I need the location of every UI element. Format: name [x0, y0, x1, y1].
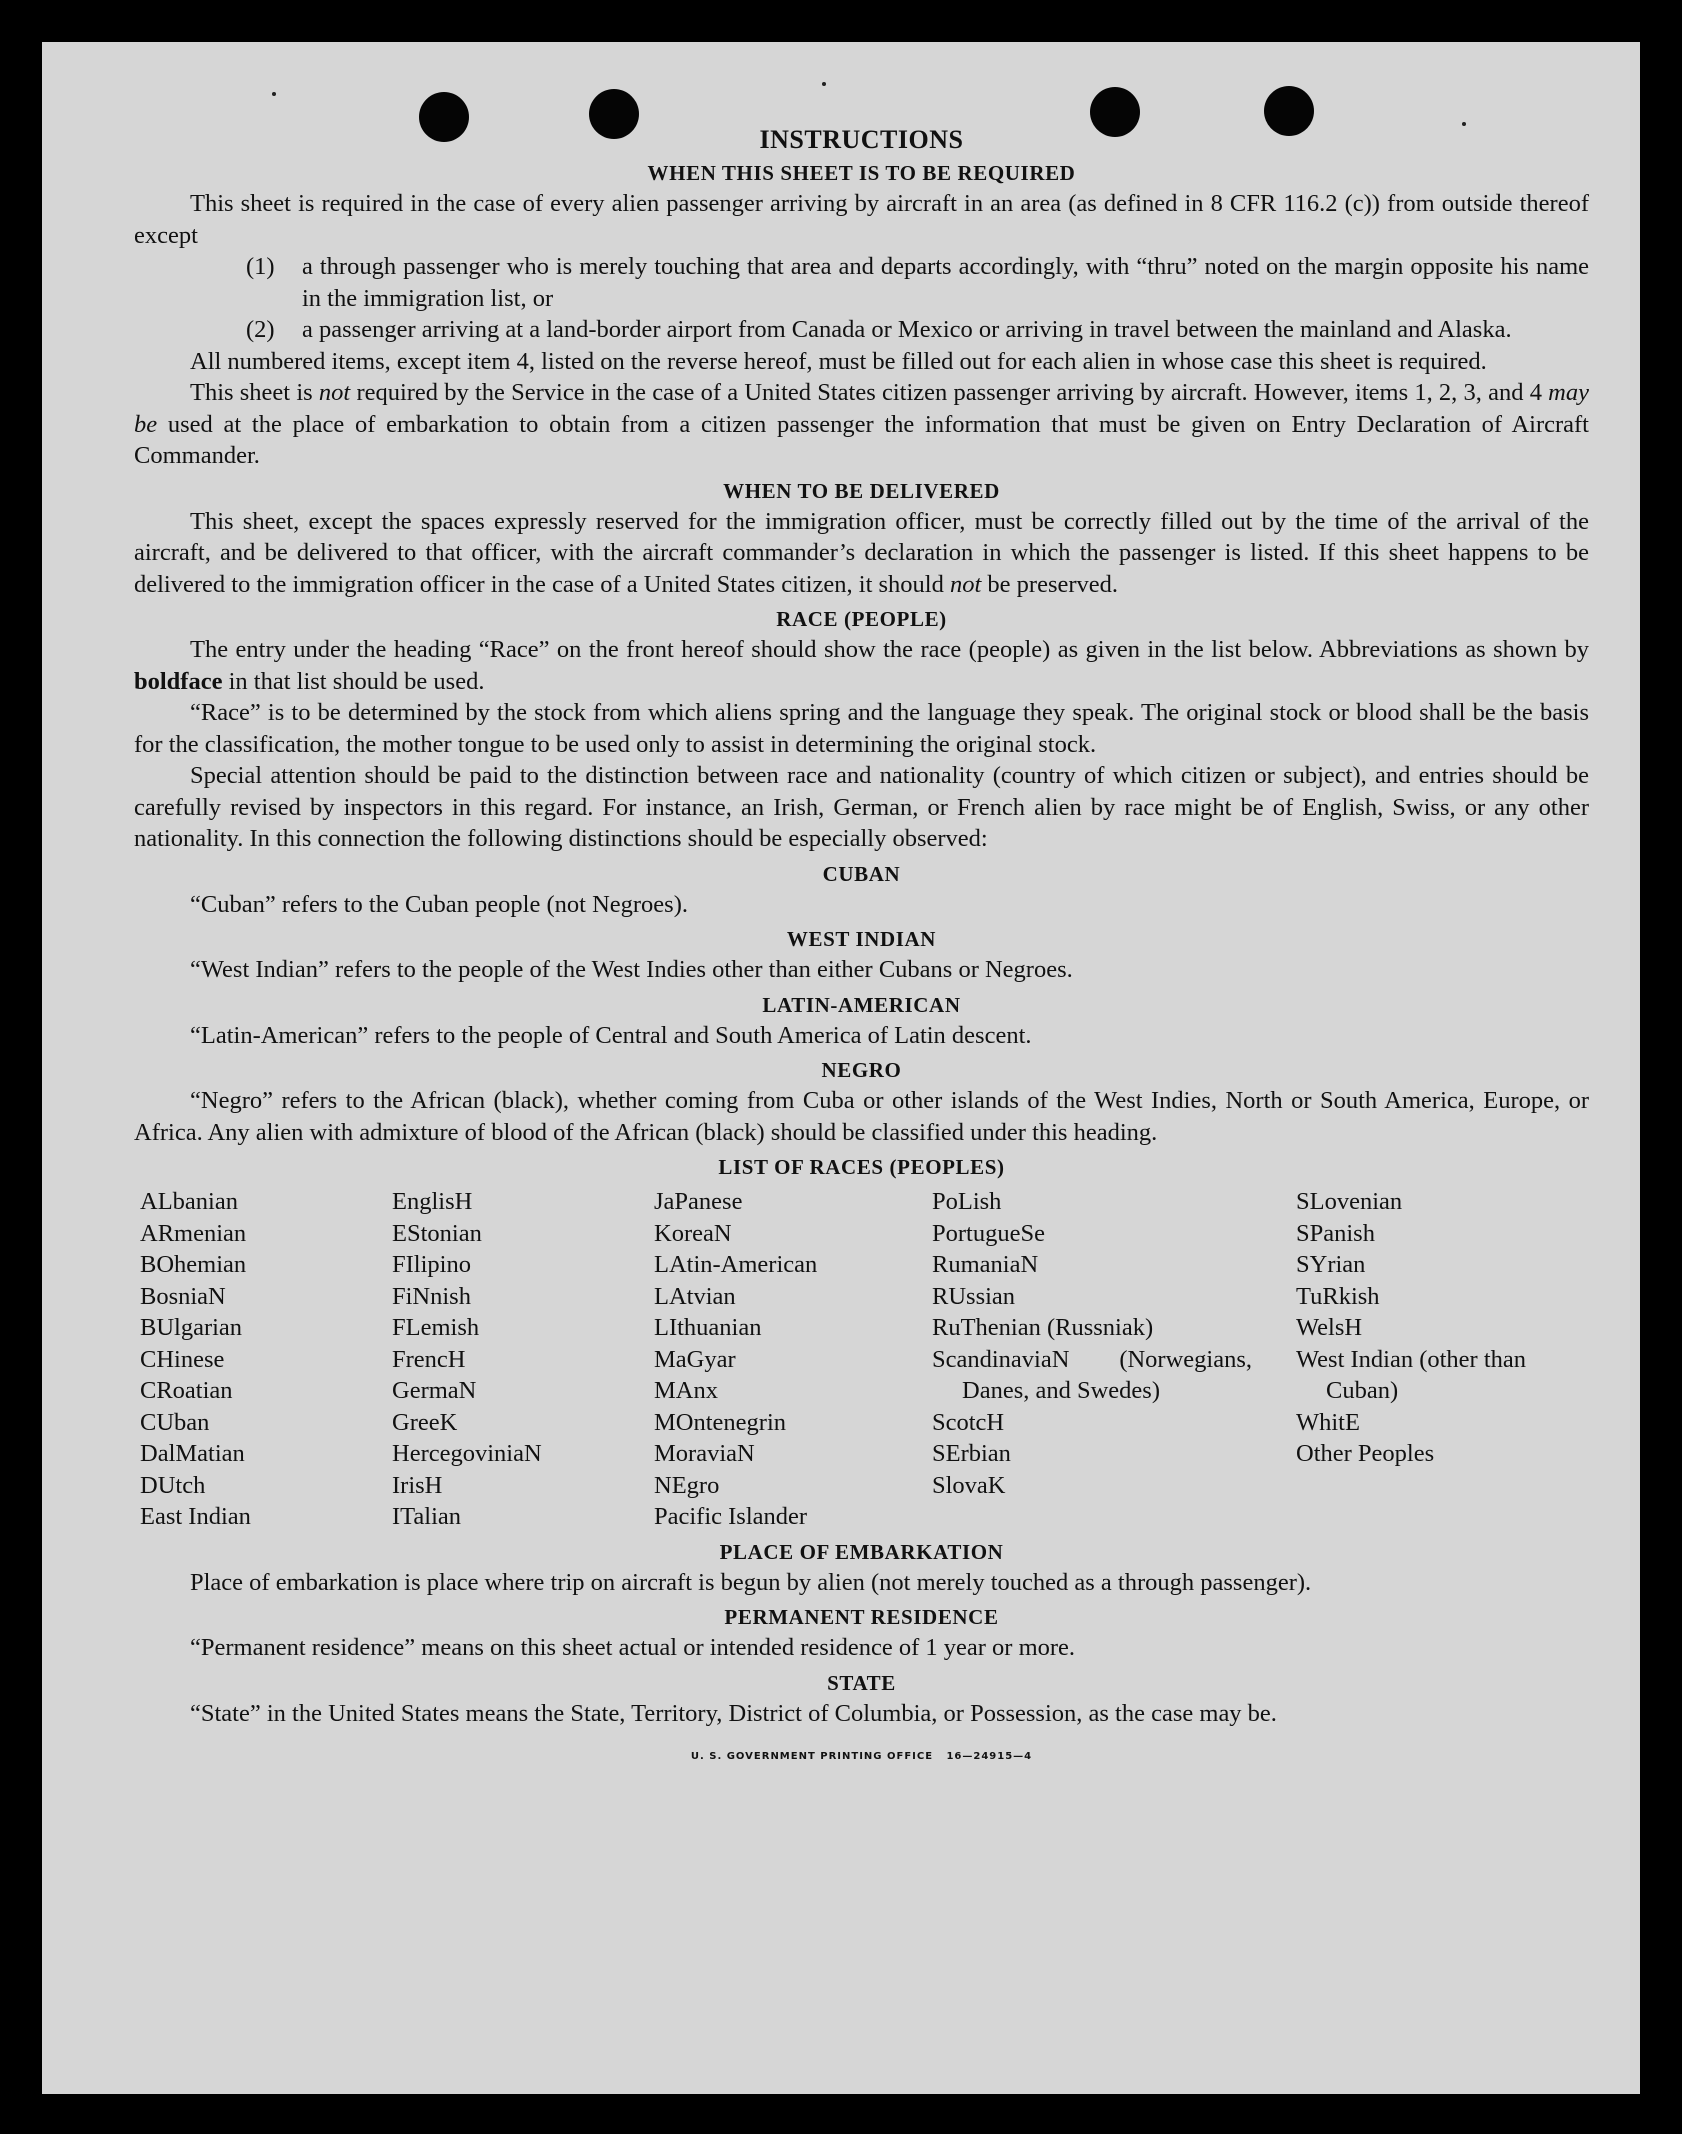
speck-mark — [822, 82, 826, 86]
race-item: EnglisH — [392, 1188, 473, 1215]
race-item: GreeK — [392, 1408, 458, 1436]
section-heading: PLACE OF EMBARKATION — [719, 1539, 1004, 1564]
race-item: CHinese — [140, 1345, 225, 1373]
race-item: CUban — [140, 1408, 210, 1436]
race-item: HercegoviniaN — [392, 1440, 542, 1467]
document-sheet — [42, 42, 1640, 2094]
text-run: This sheet, except the spaces expressly reserved for the immigration officer, must be correctly filled out by the time of the arrival of the aircraft, and be delivered to that officer, with the aircraft commander’s declaration in which the passenger is listed. If this sheet happens to be delivered to the immigration officer in the case of a United States citizen, it should — [134, 507, 1589, 598]
race-item: EStonian — [392, 1219, 482, 1247]
race-item: SLovenian — [1296, 1188, 1403, 1215]
emphasis: may be — [134, 379, 1589, 438]
race-item: BosniaN — [140, 1282, 226, 1310]
section-heading: WHEN TO BE DELIVERED — [723, 478, 1000, 503]
emphasis: not — [949, 570, 982, 598]
race-item: ScandinaviaN (Norwegians, Danes, and Swedes) — [932, 1345, 1252, 1404]
race-item: CRoatian — [140, 1377, 233, 1404]
paragraph — [134, 377, 1589, 472]
item-text: a passenger arriving at a land-border airport from Canada or Mexico or arriving in travel between the mainland and Alaska. — [302, 316, 1512, 343]
race-item: WelsH — [1296, 1314, 1363, 1341]
race-list — [140, 1186, 1589, 1533]
section-heading: NEGRO — [821, 1058, 902, 1082]
speck-mark — [272, 92, 276, 96]
bold-text: boldface — [134, 667, 223, 695]
race-item: SlovaK — [932, 1471, 1006, 1499]
paragraph: “Negro” refers to the African (black), whether coming from Cuba or other islands of the West Indies, North or South America, Europe, or Africa. Any alien with admixture of blood of the African (black) should be classified under this heading. — [134, 1087, 1589, 1146]
paragraph: This sheet is required in the case of every alien passenger arriving by aircraft in an area (as defined in 8 CFR 116.2 (c)) from outside thereof except — [134, 190, 1589, 249]
paragraph: “State” in the United States means the State, Territory, District of Columbia, or Possession, as the case may be. — [190, 1699, 1277, 1727]
race-item: East Indian — [140, 1503, 251, 1530]
text-run: used at the place of embarkation to obtain from a citizen passenger the information that must be given on Entry Declaration of Aircraft Commander. — [134, 410, 1589, 469]
text-run: The entry under the heading “Race” on the front hereof should show the race (people) as given in the list below. — [190, 636, 1313, 663]
race-item: SYrian — [1296, 1251, 1366, 1278]
section-heading: WHEN THIS SHEET IS TO BE REQUIRED — [647, 161, 1076, 185]
race-item: Pacific Islander — [654, 1503, 808, 1530]
race-item: ScotcH — [932, 1408, 1005, 1436]
race-item: BUlgarian — [140, 1314, 243, 1341]
race-item: SErbian — [932, 1440, 1011, 1467]
race-item: IrisH — [392, 1471, 443, 1499]
item-number: (1) — [246, 253, 275, 280]
paragraph: Place of embarkation is place where trip on aircraft is begun by alien (not merely touched as a through passenger). — [190, 1568, 1312, 1596]
race-item: West Indian (other than Cuban) — [1296, 1345, 1527, 1404]
paragraph: “Permanent residence” means on this sheet actual or intended residence of 1 year or more. — [190, 1634, 1076, 1661]
emphasis: not — [318, 379, 351, 406]
printer-imprint: U. S. GOVERNMENT PRINTING OFFICE 16—24915—4 — [690, 1751, 1033, 1762]
section-heading: PERMANENT RESIDENCE — [724, 1605, 999, 1629]
race-item: LAtvian — [654, 1282, 736, 1310]
race-item: WhitE — [1296, 1408, 1360, 1436]
race-column — [1296, 1186, 1556, 1533]
text-run: in that list should be used. — [222, 667, 485, 695]
race-item: DalMatian — [140, 1440, 245, 1467]
text-run: required by the Service in the case of a United States citizen passenger arriving by aircraft. However, items 1, 2, 3, and 4 — [350, 379, 1549, 406]
item-text: a through passenger who is merely touching that area and departs accordingly, with “thru” noted on the margin opposite his name in the immigration list, or — [302, 253, 1589, 312]
list-item — [246, 314, 1589, 346]
paragraph: “West Indian” refers to the people of the West Indies other than either Cubans or Negroes. — [190, 956, 1073, 983]
race-item: FiNnish — [392, 1282, 471, 1310]
section-heading: LIST OF RACES (PEOPLES) — [718, 1155, 1005, 1179]
race-item: MoraviaN — [654, 1440, 755, 1467]
text-run: This sheet is — [190, 379, 319, 406]
race-item: RuThenian (Russniak) — [932, 1314, 1154, 1341]
paragraph: Special attention should be paid to the distinction between race and nationality (country of which citizen or subject), and entries should be carefully revised by inspectors in this regard. For instance, an Irish, German, or French alien by race might be of English, Swiss, or any other nationality. In this connection the following distinctions should be especially observed: — [134, 762, 1589, 852]
race-column — [654, 1186, 932, 1533]
race-column — [140, 1186, 392, 1533]
text-run: be preserved. — [981, 570, 1119, 598]
race-item: Other Peoples — [1296, 1440, 1435, 1467]
race-item: KoreaN — [654, 1219, 732, 1247]
race-column — [932, 1186, 1296, 1533]
section-heading: WEST INDIAN — [786, 927, 937, 951]
race-item: RumaniaN — [932, 1251, 1039, 1278]
paragraph: “Cuban” refers to the Cuban people (not Negroes). — [190, 890, 688, 918]
race-item: NEgro — [654, 1471, 720, 1499]
paragraph — [134, 506, 1589, 601]
race-item: TuRkish — [1296, 1282, 1380, 1310]
race-column — [392, 1186, 654, 1533]
race-item: JaPanese — [654, 1188, 743, 1215]
section-heading: STATE — [827, 1670, 896, 1695]
race-item: ARmenian — [140, 1219, 247, 1247]
paragraph: “Race” is to be determined by the stock from which aliens spring and the language they speak. The original stock or blood shall be the basis for the classification, the mother tongue to be used only to assist in determining the original stock. — [134, 699, 1589, 758]
item-number: (2) — [246, 316, 275, 343]
race-item: FrencH — [392, 1345, 466, 1373]
race-item: FLemish — [392, 1314, 480, 1341]
race-item: MAnx — [654, 1377, 718, 1404]
race-item: MaGyar — [654, 1345, 736, 1373]
race-item: PoLish — [932, 1188, 1002, 1215]
section-heading: LATIN-AMERICAN — [762, 992, 961, 1017]
race-item: LIthuanian — [654, 1314, 762, 1341]
section-heading: RACE (PEOPLE) — [776, 607, 947, 631]
race-item: GermaN — [392, 1377, 477, 1404]
race-item: ALbanian — [140, 1188, 238, 1215]
page-title: INSTRUCTIONS — [759, 125, 964, 154]
instructions-body — [134, 122, 1589, 1773]
paragraph: All numbered items, except item 4, listed on the reverse hereof, must be filled out for each alien in whose case this sheet is required. — [190, 347, 1487, 375]
race-item: MOntenegrin — [654, 1408, 786, 1436]
paragraph: “Latin-American” refers to the people of Central and South America of Latin descent. — [190, 1021, 1032, 1049]
race-item: LAtin-American — [654, 1251, 818, 1278]
race-item: BOhemian — [140, 1251, 247, 1278]
race-item: DUtch — [140, 1471, 206, 1499]
race-item: SPanish — [1296, 1219, 1375, 1247]
race-item: FIlipino — [392, 1251, 471, 1278]
race-item: RUssian — [932, 1282, 1016, 1310]
section-heading: CUBAN — [822, 861, 901, 886]
race-item: PortugueSe — [932, 1219, 1045, 1247]
list-item — [246, 251, 1589, 314]
paragraph — [134, 634, 1589, 697]
text-run: Abbreviations as shown by — [1312, 636, 1589, 663]
race-item: ITalian — [392, 1503, 462, 1530]
